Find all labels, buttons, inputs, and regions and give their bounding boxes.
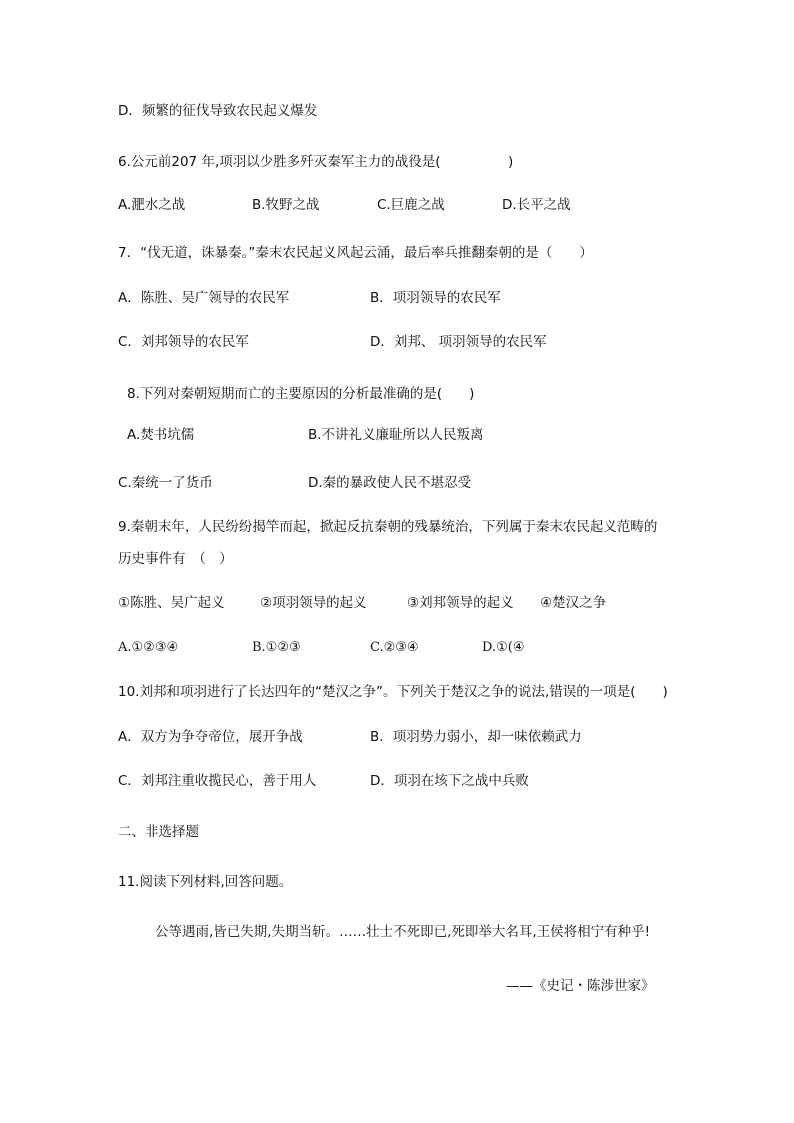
q11-quote: 公等遇雨,皆已失期,失期当斩。……壮士不死即已,死即举大名耳,王侯将相宁有种乎!	[155, 924, 651, 940]
q9-event-2: ②项羽领导的起义	[260, 595, 367, 611]
q10-option-c: C．刘邦注重收揽民心，善于用人	[118, 773, 317, 789]
q6-option-c: C.巨鹿之战	[377, 197, 445, 213]
q7-stem: 7．“伐无道，诛暴秦。”秦末农民起义风起云涌，最后率兵推翻秦朝的是（ ）	[118, 245, 593, 261]
q8-option-a: A.焚书坑儒	[127, 427, 195, 443]
q8-option-c: C.秦统一了货币	[118, 475, 213, 491]
q7-option-b: B．项羽领导的农民军	[370, 290, 501, 306]
q11-stem: 11.阅读下列材料,回答问题。	[118, 874, 293, 890]
q10-option-a: A．双方为争夺帝位，展开争战	[118, 729, 303, 745]
q9-event-4: ④楚汉之争	[540, 595, 607, 611]
q9-event-1: ①陈胜、吴广起义	[118, 595, 225, 611]
q9-stem-line1: 9.秦朝末年，人民纷纷揭竿而起，掀起反抗秦朝的残暴统治，下列属于秦末农民起义范畴的	[118, 519, 658, 535]
q9-option-c: C.②③④	[370, 640, 419, 655]
q9-option-d: D.①(④	[482, 640, 525, 655]
q10-stem: 10.刘邦和项羽进行了长达四年的“楚汉之争”。下列关于楚汉之争的说法,错误的一项是( )	[118, 684, 668, 700]
q6-option-b: B.牧野之战	[252, 197, 320, 213]
q6-stem: 6.公元前207 年,项羽以少胜多歼灭秦军主力的战役是( )	[118, 154, 514, 170]
section-heading: 二、非选择题	[118, 824, 199, 840]
q9-event-3: ③刘邦领导的起义	[407, 595, 514, 611]
q10-option-d: D．项羽在垓下之战中兵败	[370, 773, 529, 789]
q6-option-d: D.长平之战	[502, 197, 571, 213]
q9-option-b: B.①②③	[252, 640, 301, 655]
q8-option-b: B.不讲礼义廉耻所以人民叛离	[308, 427, 484, 443]
q9-option-a: A.①②③④	[118, 640, 179, 655]
q10-option-b: B．项羽势力弱小，却一味依赖武力	[370, 729, 582, 745]
q11-source: ——《史记・陈涉世家》	[506, 978, 655, 994]
q7-option-a: A．陈胜、吴广领导的农民军	[118, 290, 290, 306]
q8-stem: 8.下列对秦朝短期而亡的主要原因的分析最准确的是( )	[127, 386, 475, 402]
q7-option-d: D．刘邦、 项羽领导的农民军	[370, 334, 547, 350]
q6-option-a: A.淝水之战	[118, 197, 186, 213]
q5-option-d: D．频繁的征伐导致农民起义爆发	[118, 103, 318, 119]
q8-option-d: D.秦的暴政使人民不堪忍受	[308, 475, 472, 491]
q9-stem-line2: 历史事件有 （ ）	[118, 551, 233, 567]
q7-option-c: C．刘邦领导的农民军	[118, 334, 249, 350]
